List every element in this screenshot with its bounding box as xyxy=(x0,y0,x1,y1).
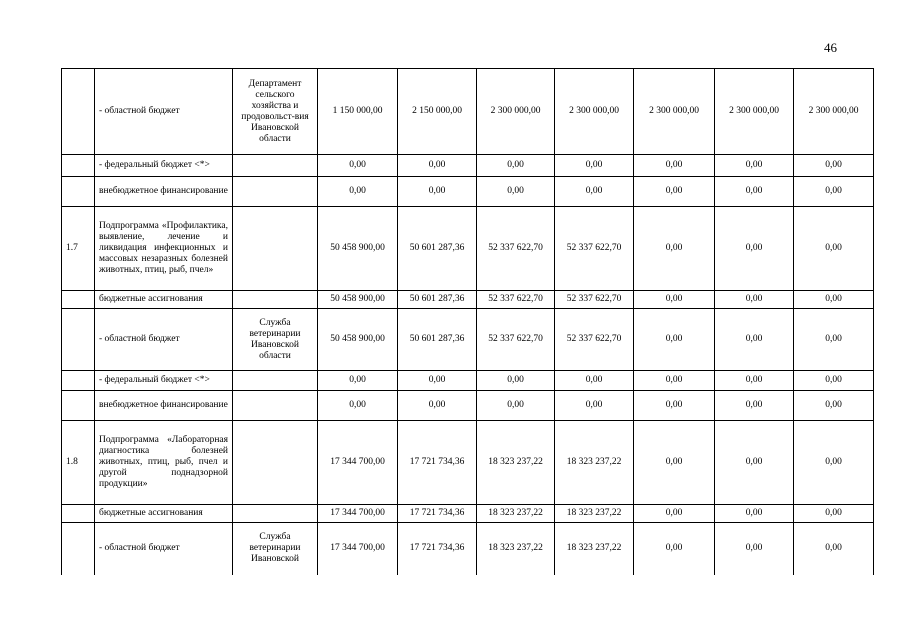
amount-cell: 0,00 xyxy=(715,309,794,371)
table-row xyxy=(62,309,874,371)
row-index xyxy=(62,291,95,309)
amount-cell: 0,00 xyxy=(477,155,555,177)
table-row xyxy=(62,505,874,523)
row-name: - федеральный бюджет <*> xyxy=(95,371,233,391)
amount-cell: 0,00 xyxy=(794,391,874,421)
row-index xyxy=(62,177,95,207)
amount-cell: 18 323 237,22 xyxy=(555,505,634,523)
amount-cell: 0,00 xyxy=(477,391,555,421)
table-row xyxy=(62,523,874,575)
row-index xyxy=(62,155,95,177)
row-index: 1.8 xyxy=(62,421,95,505)
table-row xyxy=(62,155,874,177)
table-row xyxy=(62,177,874,207)
amount-cell: 0,00 xyxy=(477,177,555,207)
row-executor: Департамент сельского хозяйства и продовольст-вия Ивановской области xyxy=(233,69,318,155)
amount-cell: 0,00 xyxy=(715,523,794,575)
amount-cell: 0,00 xyxy=(794,421,874,505)
row-index: 1.7 xyxy=(62,207,95,291)
row-index xyxy=(62,309,95,371)
row-index xyxy=(62,505,95,523)
amount-cell: 0,00 xyxy=(398,177,477,207)
row-name: бюджетные ассигнования xyxy=(95,291,233,309)
amount-cell: 50 458 900,00 xyxy=(318,207,398,291)
amount-cell: 52 337 622,70 xyxy=(555,207,634,291)
row-executor xyxy=(233,177,318,207)
amount-cell: 2 300 000,00 xyxy=(715,69,794,155)
amount-cell: 18 323 237,22 xyxy=(477,523,555,575)
table-row xyxy=(62,371,874,391)
amount-cell: 0,00 xyxy=(794,207,874,291)
row-executor xyxy=(233,371,318,391)
row-executor xyxy=(233,291,318,309)
amount-cell: 0,00 xyxy=(318,391,398,421)
amount-cell: 0,00 xyxy=(318,371,398,391)
amount-cell: 0,00 xyxy=(634,421,715,505)
amount-cell: 52 337 622,70 xyxy=(555,309,634,371)
amount-cell: 0,00 xyxy=(794,155,874,177)
amount-cell: 0,00 xyxy=(398,391,477,421)
table-row xyxy=(62,207,874,291)
amount-cell: 0,00 xyxy=(318,155,398,177)
row-name: Подпрограмма «Профилактика, выявление, лечение и ликвидация инфекционных и массовых незаразных болезней животных, птиц, рыб, пчел» xyxy=(95,207,233,291)
row-index xyxy=(62,69,95,155)
amount-cell: 0,00 xyxy=(794,523,874,575)
row-executor xyxy=(233,391,318,421)
amount-cell: 0,00 xyxy=(634,523,715,575)
row-executor xyxy=(233,207,318,291)
amount-cell: 1 150 000,00 xyxy=(318,69,398,155)
amount-cell: 0,00 xyxy=(634,505,715,523)
amount-cell: 17 344 700,00 xyxy=(318,505,398,523)
amount-cell: 52 337 622,70 xyxy=(555,291,634,309)
amount-cell: 17 721 734,36 xyxy=(398,421,477,505)
amount-cell: 0,00 xyxy=(634,371,715,391)
row-name: внебюджетное финансирование xyxy=(95,391,233,421)
row-name: Подпрограмма «Лабораторная диагностика болезней животных, птиц, рыб, пчел и другой поднадзорной продукции» xyxy=(95,421,233,505)
amount-cell: 0,00 xyxy=(318,177,398,207)
amount-cell: 2 150 000,00 xyxy=(398,69,477,155)
amount-cell: 2 300 000,00 xyxy=(477,69,555,155)
amount-cell: 0,00 xyxy=(715,391,794,421)
row-index xyxy=(62,523,95,575)
amount-cell: 52 337 622,70 xyxy=(477,309,555,371)
amount-cell: 18 323 237,22 xyxy=(555,523,634,575)
amount-cell: 0,00 xyxy=(794,505,874,523)
table-row xyxy=(62,69,874,155)
amount-cell: 0,00 xyxy=(477,371,555,391)
amount-cell: 2 300 000,00 xyxy=(794,69,874,155)
amount-cell: 0,00 xyxy=(555,177,634,207)
row-name: внебюджетное финансирование xyxy=(95,177,233,207)
amount-cell: 18 323 237,22 xyxy=(477,505,555,523)
amount-cell: 17 344 700,00 xyxy=(318,523,398,575)
table-body xyxy=(62,69,874,575)
amount-cell: 0,00 xyxy=(634,207,715,291)
row-name: - областной бюджет xyxy=(95,69,233,155)
amount-cell: 0,00 xyxy=(715,155,794,177)
table-row xyxy=(62,291,874,309)
amount-cell: 0,00 xyxy=(555,371,634,391)
amount-cell: 0,00 xyxy=(715,371,794,391)
amount-cell: 0,00 xyxy=(634,309,715,371)
amount-cell: 0,00 xyxy=(794,371,874,391)
amount-cell: 52 337 622,70 xyxy=(477,291,555,309)
amount-cell: 0,00 xyxy=(398,155,477,177)
amount-cell: 17 344 700,00 xyxy=(318,421,398,505)
amount-cell: 0,00 xyxy=(715,505,794,523)
amount-cell: 0,00 xyxy=(634,391,715,421)
row-executor: Служба ветеринарии Ивановской xyxy=(233,523,318,575)
row-name: - федеральный бюджет <*> xyxy=(95,155,233,177)
amount-cell: 18 323 237,22 xyxy=(477,421,555,505)
amount-cell: 0,00 xyxy=(555,155,634,177)
amount-cell: 50 458 900,00 xyxy=(318,291,398,309)
amount-cell: 2 300 000,00 xyxy=(634,69,715,155)
row-index xyxy=(62,391,95,421)
row-name: бюджетные ассигнования xyxy=(95,505,233,523)
amount-cell: 0,00 xyxy=(715,177,794,207)
row-index xyxy=(62,371,95,391)
amount-cell: 0,00 xyxy=(634,155,715,177)
amount-cell: 0,00 xyxy=(634,177,715,207)
amount-cell: 0,00 xyxy=(555,391,634,421)
amount-cell: 50 458 900,00 xyxy=(318,309,398,371)
row-executor xyxy=(233,505,318,523)
table-row xyxy=(62,421,874,505)
row-name: - областной бюджет xyxy=(95,523,233,575)
amount-cell: 0,00 xyxy=(794,309,874,371)
amount-cell: 0,00 xyxy=(398,371,477,391)
amount-cell: 0,00 xyxy=(794,291,874,309)
amount-cell: 18 323 237,22 xyxy=(555,421,634,505)
row-executor: Служба ветеринарии Ивановской области xyxy=(233,309,318,371)
budget-table xyxy=(61,68,874,575)
row-executor xyxy=(233,155,318,177)
amount-cell: 52 337 622,70 xyxy=(477,207,555,291)
row-name: - областной бюджет xyxy=(95,309,233,371)
amount-cell: 0,00 xyxy=(794,177,874,207)
amount-cell: 50 601 287,36 xyxy=(398,309,477,371)
amount-cell: 17 721 734,36 xyxy=(398,523,477,575)
amount-cell: 2 300 000,00 xyxy=(555,69,634,155)
amount-cell: 50 601 287,36 xyxy=(398,207,477,291)
amount-cell: 0,00 xyxy=(715,291,794,309)
amount-cell: 50 601 287,36 xyxy=(398,291,477,309)
amount-cell: 0,00 xyxy=(715,207,794,291)
amount-cell: 0,00 xyxy=(715,421,794,505)
amount-cell: 17 721 734,36 xyxy=(398,505,477,523)
amount-cell: 0,00 xyxy=(634,291,715,309)
row-executor xyxy=(233,421,318,505)
table-row xyxy=(62,391,874,421)
page-number: 46 xyxy=(824,40,837,55)
